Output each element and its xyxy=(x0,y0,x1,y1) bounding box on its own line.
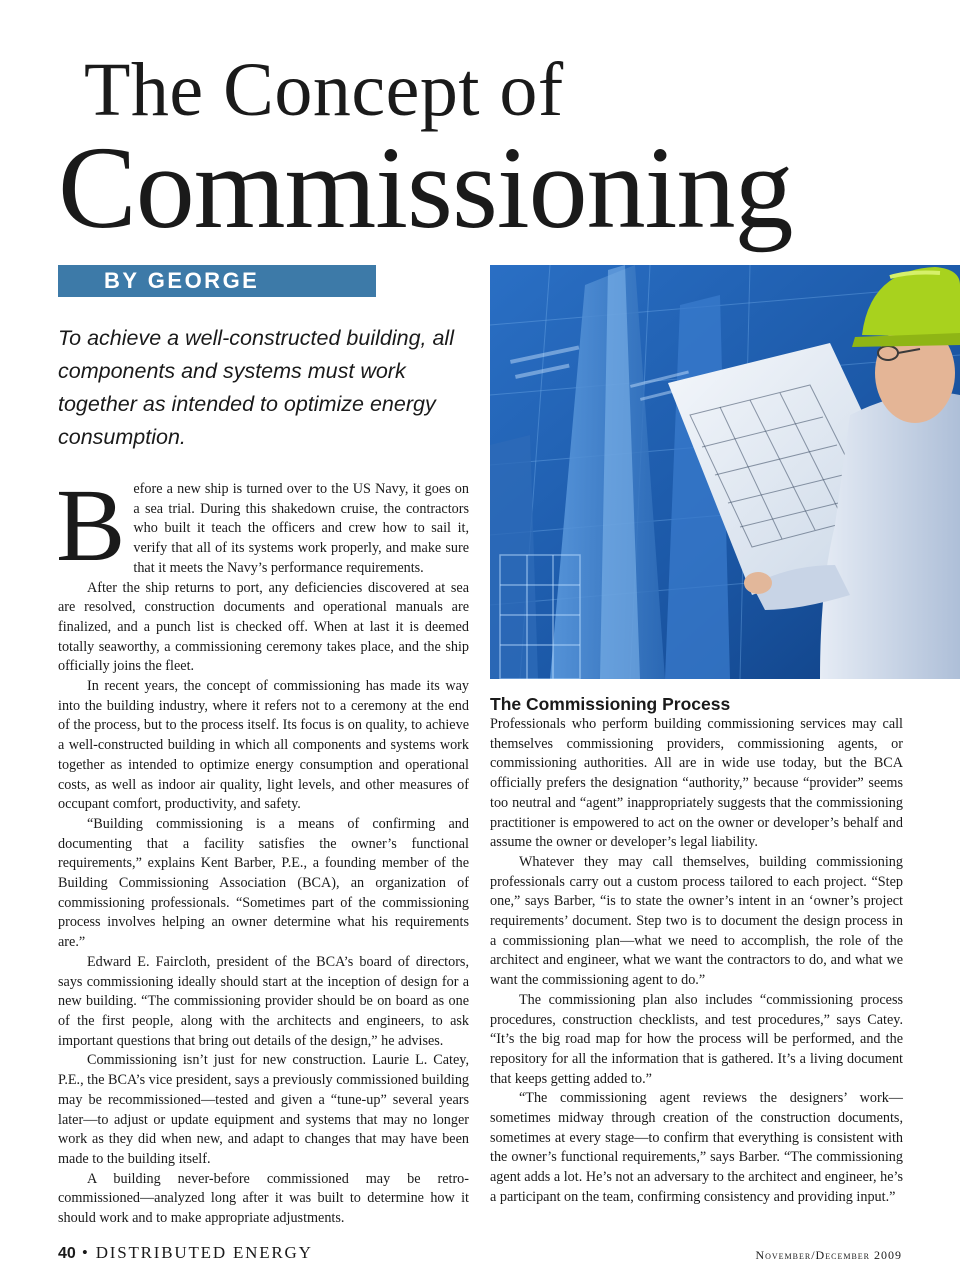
drop-cap: B xyxy=(56,468,126,583)
issue-date: November/December 2009 xyxy=(755,1248,902,1262)
body-paragraph: In recent years, the concept of commissioning has made its way into the building industry, where it refers not to a ceremony at the end of the process, but to the process itself. Its focus is on quality, to achieve a well-constructed building in which all components and systems work together as intended to optimize energy consumption and operational costs, as well as indoor air quality, light levels, and other measures of occupant comfort, productivity, and safety. xyxy=(58,678,469,813)
magazine-name: DISTRIBUTED ENERGY xyxy=(95,1243,313,1262)
paragraph-text: efore a new ship is turned over to the US Navy, it goes on a sea trial. During this shakedown cruise, the contractors who built it teach the officers and crew how to sail it, verify that all of its systems work properly, and make sure that it meets the Navy’s performance requirements. xyxy=(133,481,469,576)
body-paragraph: Professionals who perform building commissioning services may call themselves commissioning providers, commissioning agents, or commissioning authorities. All are in wide use today, but the BCA officially prefers the designation “authority,” because “provider” seems too neutral and “agent” inappropriately suggests that the commissioning practitioner is empowered to act on the owner or developer’s behalf and assume the owner or developer’s legal liability. xyxy=(490,716,903,851)
body-paragraph: “The commissioning agent reviews the designers’ work—sometimes midway through creation of the construction documents, sometimes at every stage—to confirm that everything is consistent with the owner’s functional requirements,” says Barber. “The commissioning agent adds a lot. He’s not an adversary to the architect and engineer, he’s a participant on the team, confirming consistency and providing input.” xyxy=(490,1090,903,1205)
body-paragraph: After the ship returns to port, any deficiencies discovered at sea are resolved, construction documents and operational manuals are finalized, and a punch list is checked off. When at last it is deemed totally seaworthy, a commissioning ceremony takes place, and the ship officially joins the fleet. xyxy=(58,579,469,675)
body-paragraph: “Building commissioning is a means of confirming and documenting that a facility satisfies the owner’s functional requirements,” explains Kent Barber, P.E., a founding member of the Building Commissioning Association (BCA), an organization of commissioning professionals. “Sometimes part of the commissioning process involves helping an owner determine what his requirements are.” xyxy=(58,815,469,951)
left-column xyxy=(56,468,470,1229)
title-line-2: Commissioning xyxy=(58,122,793,253)
title-line-1: The Concept of xyxy=(84,48,564,132)
body-paragraph-1 xyxy=(56,468,469,583)
folio-left xyxy=(58,1243,313,1263)
body-paragraph: Edward E. Faircloth, president of the BCA’s board of directors, says commissioning ideally should start at the inception of design for a new building. “The commissioning provider should be on board as one of the first people, along with the architects and engineers, to ask important questions that bring out details of the design,” he advises. xyxy=(58,953,469,1049)
body-paragraph: Whatever they may call themselves, building commissioning professionals carry out a custom process tailored to each project. “Step one,” says Barber, “is to state the owner’s intent in an ‘owner’s project requirements’ document. Step two is to document the design process in a commissioning plan—what we need to accomplish, the role of the architect and engineer, what we want the contractors to do, and what we want the commissioning agent to do.” xyxy=(490,853,903,989)
body-paragraph: The commissioning plan also includes “commissioning process procedures, construction checklists, and test procedures,” says Catey. “It’s the big road map for how the process will be performed, and the repository for all the information that is gathered. It’s a living document that keeps getting added to.” xyxy=(490,991,903,1087)
right-column xyxy=(490,715,903,1208)
body-paragraph: A building never-before commissioned may be retro-commissioned—analyzed long after it was built to determine how it should work and to make appropriate adjustments. xyxy=(58,1170,469,1227)
body-paragraph: Commissioning isn’t just for new construction. Laurie L. Catey, P.E., the BCA’s vice president, says a previously commissioned building may be recommissioned—tested and given a “tune-up” several years later—to adjust or update equipment and systems that may no longer work as they did when new, and adapt to changes that may have been made to the building itself. xyxy=(58,1052,470,1167)
page-number: 40 xyxy=(58,1245,76,1262)
byline-banner: BY GEORGE LEPOSKY xyxy=(58,265,376,297)
engineer-blueprint-photo xyxy=(490,265,960,679)
section-heading: The Commissioning Process xyxy=(490,694,731,714)
folio-separator: • xyxy=(81,1243,90,1262)
article-dek: To achieve a well-constructed building, all components and systems must work together as intended to optimize energy consumption. xyxy=(58,326,454,449)
